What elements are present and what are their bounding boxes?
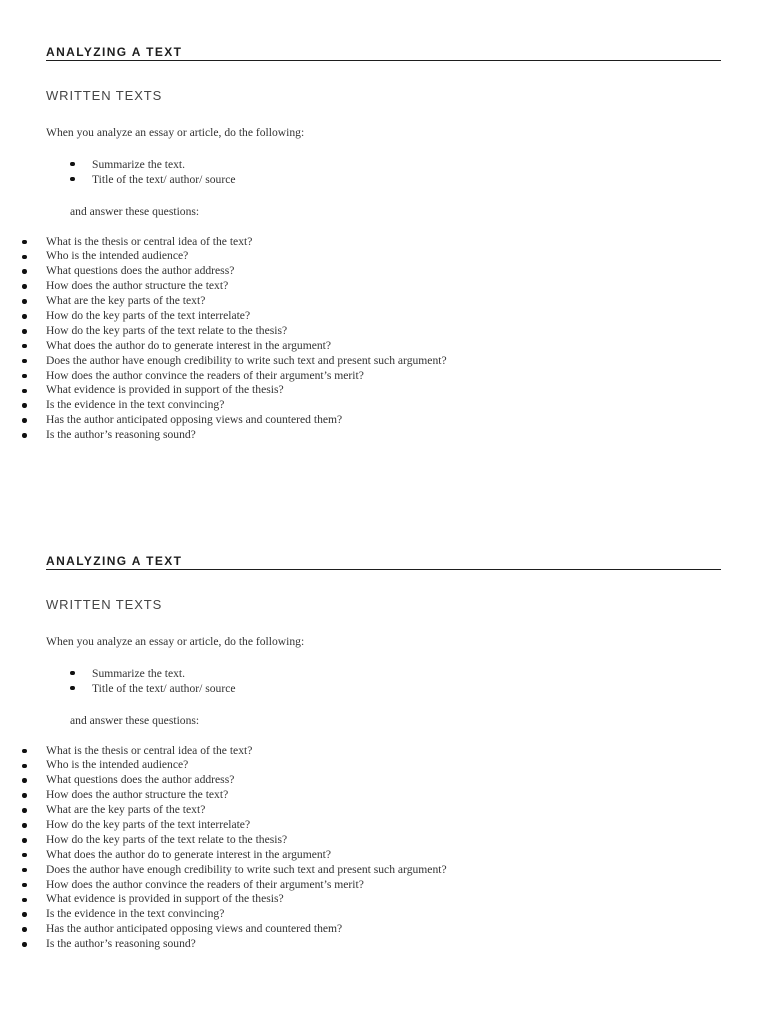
- question-item-text: What is the thesis or central idea of the text?: [46, 234, 253, 248]
- task-item: [0, 172, 760, 187]
- bullet-icon: [70, 686, 75, 691]
- question-item: [0, 339, 760, 354]
- document-block: [0, 44, 768, 464]
- question-item-text: What evidence is provided in support of the thesis?: [46, 892, 284, 906]
- question-item-text: Has the author anticipated opposing views and countered them?: [46, 922, 343, 936]
- task-item-text: Summarize the text.: [92, 157, 186, 171]
- question-item-text: Does the author have enough credibility to write such text and present such argument?: [46, 862, 447, 876]
- bullet-icon: [22, 269, 27, 274]
- bullet-icon: [22, 853, 27, 858]
- question-item: [0, 922, 760, 937]
- bullet-icon: [22, 883, 27, 888]
- question-item-text: What does the author do to generate interest in the argument?: [46, 847, 332, 861]
- task-item: [0, 157, 760, 172]
- question-item: [0, 892, 760, 907]
- bullet-icon: [70, 162, 75, 167]
- question-item: [0, 324, 760, 339]
- task-list: [0, 157, 760, 187]
- question-item: [0, 937, 760, 952]
- bullet-icon: [22, 374, 27, 379]
- question-item: [0, 803, 760, 818]
- section-subheading: WRITTEN TEXTS: [46, 597, 163, 612]
- question-item-text: What are the key parts of the text?: [46, 803, 206, 817]
- question-item: [0, 907, 760, 922]
- question-item-text: What questions does the author address?: [46, 264, 235, 278]
- bullet-icon: [22, 329, 27, 334]
- task-list: [0, 666, 760, 696]
- bullet-icon: [22, 868, 27, 873]
- bullet-icon: [22, 764, 27, 769]
- bullet-icon: [22, 838, 27, 843]
- section-subheading: WRITTEN TEXTS: [46, 88, 163, 103]
- question-item-text: What does the author do to generate interest in the argument?: [46, 338, 332, 352]
- question-item-text: How do the key parts of the text interrelate?: [46, 308, 251, 322]
- intro-text: When you analyze an essay or article, do the following:: [46, 634, 305, 648]
- question-item-text: How do the key parts of the text relate to the thesis?: [46, 323, 288, 337]
- bullet-icon: [22, 927, 27, 932]
- bullet-icon: [22, 284, 27, 289]
- document-block: [0, 553, 768, 973]
- task-item: [0, 681, 760, 696]
- bullet-icon: [22, 912, 27, 917]
- question-item: [0, 428, 760, 443]
- question-item-text: Is the evidence in the text convincing?: [46, 398, 225, 412]
- question-item-text: How does the author structure the text?: [46, 279, 229, 293]
- question-item: [0, 279, 760, 294]
- task-item: [0, 666, 760, 681]
- intro-text: When you analyze an essay or article, do the following:: [46, 125, 305, 139]
- question-item: [0, 249, 760, 264]
- bullet-icon: [70, 671, 75, 676]
- question-item: [0, 773, 760, 788]
- question-item: [0, 818, 760, 833]
- bullet-icon: [22, 314, 27, 319]
- question-item-text: What is the thesis or central idea of the text?: [46, 743, 253, 757]
- question-item-text: How does the author structure the text?: [46, 788, 229, 802]
- question-item-text: Who is the intended audience?: [46, 249, 189, 263]
- task-item-text: Summarize the text.: [92, 666, 186, 680]
- page-heading: ANALYZING A TEXT: [46, 554, 183, 568]
- question-item: [0, 833, 760, 848]
- question-item: [0, 848, 760, 863]
- question-item: [0, 758, 760, 773]
- bullet-icon: [22, 433, 27, 438]
- question-item: [0, 294, 760, 309]
- question-item-text: Is the evidence in the text convincing?: [46, 907, 225, 921]
- heading-underline-rule: [46, 569, 721, 570]
- bullet-icon: [22, 898, 27, 903]
- question-item: [0, 788, 760, 803]
- question-item-text: What are the key parts of the text?: [46, 294, 206, 308]
- bullet-icon: [22, 749, 27, 754]
- question-item: [0, 398, 760, 413]
- question-item-text: How does the author convince the readers of their argument’s merit?: [46, 368, 364, 382]
- bullet-icon: [70, 177, 75, 182]
- task-item-text: Title of the text/ author/ source: [92, 681, 236, 695]
- bullet-icon: [22, 823, 27, 828]
- question-item: [0, 235, 760, 250]
- heading-underline-rule: [46, 60, 721, 61]
- question-item: [0, 878, 760, 893]
- question-item-text: How do the key parts of the text relate to the thesis?: [46, 832, 288, 846]
- question-list: [0, 744, 760, 952]
- bullet-icon: [22, 942, 27, 947]
- question-item-text: Does the author have enough credibility to write such text and present such argument?: [46, 353, 447, 367]
- question-item-text: What evidence is provided in support of the thesis?: [46, 383, 284, 397]
- bullet-icon: [22, 793, 27, 798]
- question-item-text: How does the author convince the readers of their argument’s merit?: [46, 877, 364, 891]
- page-heading: ANALYZING A TEXT: [46, 45, 183, 59]
- bullet-icon: [22, 255, 27, 260]
- questions-intro-text: and answer these questions:: [70, 204, 200, 218]
- question-item-text: Is the author’s reasoning sound?: [46, 428, 196, 442]
- bullet-icon: [22, 403, 27, 408]
- bullet-icon: [22, 344, 27, 349]
- question-item-text: How do the key parts of the text interrelate?: [46, 817, 251, 831]
- bullet-icon: [22, 418, 27, 423]
- question-item-text: Who is the intended audience?: [46, 758, 189, 772]
- questions-intro-text: and answer these questions:: [70, 713, 200, 727]
- question-item: [0, 413, 760, 428]
- bullet-icon: [22, 299, 27, 304]
- bullet-icon: [22, 778, 27, 783]
- bullet-icon: [22, 808, 27, 813]
- question-item-text: Is the author’s reasoning sound?: [46, 937, 196, 951]
- bullet-icon: [22, 240, 27, 245]
- question-item-text: Has the author anticipated opposing views and countered them?: [46, 413, 343, 427]
- question-item: [0, 369, 760, 384]
- question-item: [0, 354, 760, 369]
- task-item-text: Title of the text/ author/ source: [92, 172, 236, 186]
- question-list: [0, 235, 760, 443]
- question-item: [0, 863, 760, 878]
- bullet-icon: [22, 389, 27, 394]
- question-item-text: What questions does the author address?: [46, 773, 235, 787]
- question-item: [0, 309, 760, 324]
- question-item: [0, 264, 760, 279]
- question-item: [0, 383, 760, 398]
- question-item: [0, 744, 760, 759]
- bullet-icon: [22, 359, 27, 364]
